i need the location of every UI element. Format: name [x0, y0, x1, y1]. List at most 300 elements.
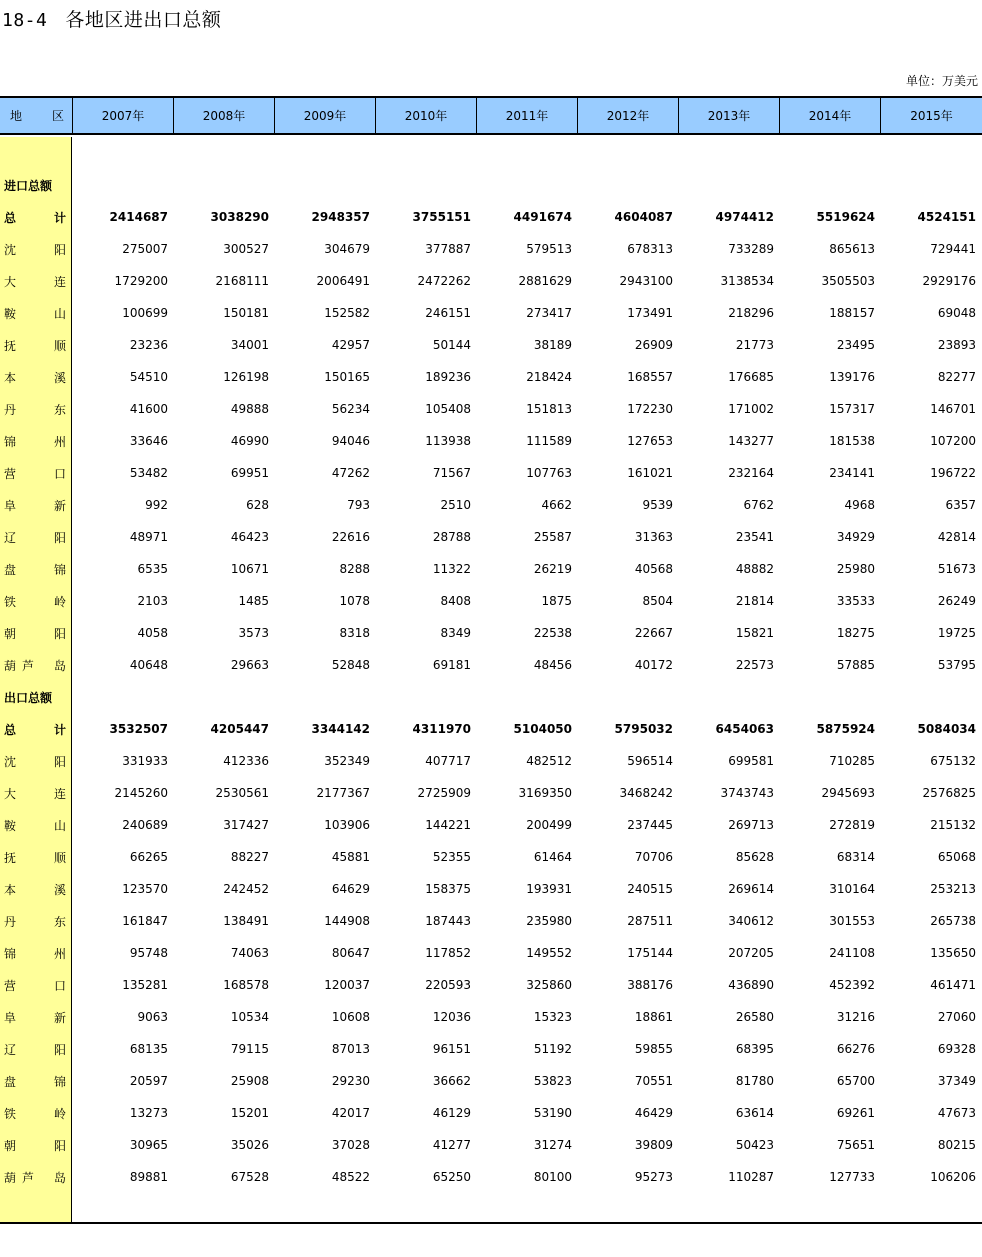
- value-cell: 300527: [223, 242, 269, 256]
- value-cell: 34929: [836, 530, 875, 544]
- region-name: [4, 1161, 66, 1193]
- value-cell: 10534: [230, 1010, 269, 1024]
- value-cell: 172230: [627, 402, 673, 416]
- region-name-part-2: 计: [53, 722, 66, 737]
- region-name-part-2: 州: [53, 434, 66, 449]
- value-cell: 8408: [440, 594, 471, 608]
- region-name: [4, 809, 66, 841]
- value-cell: 3138534: [720, 274, 774, 288]
- value-cell: 45881: [331, 850, 370, 864]
- region-name-part-2: 岛: [53, 658, 66, 673]
- value-cell: 70706: [634, 850, 673, 864]
- region-name-part-2: 顺: [53, 850, 66, 865]
- value-cell: 161847: [122, 914, 168, 928]
- value-cell: 218424: [526, 370, 572, 384]
- region-name-part-1: 葫芦: [4, 1170, 41, 1185]
- value-cell: 2006491: [316, 274, 370, 288]
- value-cell: 325860: [526, 978, 572, 992]
- value-cell: 273417: [526, 306, 572, 320]
- value-cell: 246151: [425, 306, 471, 320]
- table-row: [0, 617, 982, 649]
- value-cell: 149552: [526, 946, 572, 960]
- value-cell: 26909: [634, 338, 673, 352]
- region-name-part-2: 东: [53, 402, 66, 417]
- value-cell: 34001: [230, 338, 269, 352]
- value-cell: 46429: [634, 1106, 673, 1120]
- value-cell: 6357: [945, 498, 976, 512]
- value-cell: 3169350: [518, 786, 572, 800]
- value-cell: 8504: [642, 594, 673, 608]
- value-cell: 269713: [728, 818, 774, 832]
- region-name: [4, 521, 66, 553]
- region-name-part-1: 丹: [4, 402, 17, 417]
- region-name-part-2: 岭: [53, 1106, 66, 1121]
- value-cell: 3344142: [311, 722, 370, 736]
- value-cell: 41600: [129, 402, 168, 416]
- value-cell: 4205447: [210, 722, 269, 736]
- value-cell: 4974412: [715, 210, 774, 224]
- value-cell: 9539: [642, 498, 673, 512]
- value-cell: 377887: [425, 242, 471, 256]
- value-cell: 8288: [339, 562, 370, 576]
- region-name: [4, 457, 66, 489]
- value-cell: 234141: [829, 466, 875, 480]
- value-cell: 4491674: [513, 210, 572, 224]
- value-cell: 139176: [829, 370, 875, 384]
- import-section-row: [0, 169, 982, 201]
- region-name: [4, 1065, 66, 1097]
- region-name: [4, 329, 66, 361]
- value-cell: 26580: [735, 1010, 774, 1024]
- value-cell: 287511: [627, 914, 673, 928]
- value-cell: 51192: [533, 1042, 572, 1056]
- table-row: [0, 521, 982, 553]
- region-name-part-2: 岛: [53, 1170, 66, 1185]
- table-row: [0, 649, 982, 681]
- table-row: [0, 1033, 982, 1065]
- value-cell: 63614: [735, 1106, 774, 1120]
- value-cell: 272819: [829, 818, 875, 832]
- region-name: [4, 265, 66, 297]
- region-name-part-1: 阜: [4, 1010, 17, 1025]
- table-row: [0, 1001, 982, 1033]
- region-name-part-2: 山: [53, 306, 66, 321]
- page-title: [2, 5, 221, 32]
- value-cell: 105408: [425, 402, 471, 416]
- region-name-part-2: 溪: [53, 882, 66, 897]
- value-cell: 21814: [735, 594, 774, 608]
- value-cell: 168578: [223, 978, 269, 992]
- value-cell: 18861: [634, 1010, 673, 1024]
- value-cell: 2725909: [417, 786, 471, 800]
- value-cell: 710285: [829, 754, 875, 768]
- value-cell: 269614: [728, 882, 774, 896]
- table-row: [0, 1161, 982, 1193]
- value-cell: 265738: [930, 914, 976, 928]
- value-cell: 23893: [937, 338, 976, 352]
- value-cell: 127653: [627, 434, 673, 448]
- value-cell: 865613: [829, 242, 875, 256]
- export-section-title: 出口总额: [4, 690, 53, 705]
- value-cell: 317427: [223, 818, 269, 832]
- value-cell: 5104050: [513, 722, 572, 736]
- value-cell: 143277: [728, 434, 774, 448]
- value-cell: 48882: [735, 562, 774, 576]
- value-cell: 8349: [440, 626, 471, 640]
- region-name: [4, 489, 66, 521]
- region-name-part-1: 本: [4, 882, 17, 897]
- value-cell: 81780: [735, 1074, 774, 1088]
- value-cell: 22538: [533, 626, 572, 640]
- table-row: [0, 1065, 982, 1097]
- region-name-part-1: 辽: [4, 1042, 17, 1057]
- value-cell: 2943100: [619, 274, 673, 288]
- table-row: [0, 809, 982, 841]
- value-cell: 188157: [829, 306, 875, 320]
- value-cell: 992: [145, 498, 168, 512]
- value-cell: 65068: [937, 850, 976, 864]
- region-name: [4, 393, 66, 425]
- value-cell: 675132: [930, 754, 976, 768]
- region-name-part-2: 连: [53, 274, 66, 289]
- region-name-part-2: 顺: [53, 338, 66, 353]
- value-cell: 5795032: [614, 722, 673, 736]
- table-row: [0, 585, 982, 617]
- region-name-part-2: 锦: [53, 1074, 66, 1089]
- value-cell: 412336: [223, 754, 269, 768]
- value-cell: 33533: [836, 594, 875, 608]
- value-cell: 47673: [937, 1106, 976, 1120]
- value-cell: 42957: [331, 338, 370, 352]
- header-year: 2013年: [678, 98, 779, 133]
- table-row: [0, 457, 982, 489]
- value-cell: 88227: [230, 850, 269, 864]
- region-name-part-2: 阳: [53, 1138, 66, 1153]
- region-name: [4, 297, 66, 329]
- value-cell: 4058: [137, 626, 168, 640]
- value-cell: 196722: [930, 466, 976, 480]
- value-cell: 113938: [425, 434, 471, 448]
- region-name: [4, 553, 66, 585]
- value-cell: 2472262: [417, 274, 471, 288]
- value-cell: 67528: [230, 1170, 269, 1184]
- value-cell: 51673: [937, 562, 976, 576]
- region-name: [4, 937, 66, 969]
- value-cell: 68395: [735, 1042, 774, 1056]
- value-cell: 144221: [425, 818, 471, 832]
- value-cell: 22573: [735, 658, 774, 672]
- table-row: [0, 489, 982, 521]
- value-cell: 26249: [937, 594, 976, 608]
- value-cell: 96151: [432, 1042, 471, 1056]
- region-name-part-1: 锦: [4, 946, 17, 961]
- value-cell: 29230: [331, 1074, 370, 1088]
- value-cell: 47262: [331, 466, 370, 480]
- value-cell: 3468242: [619, 786, 673, 800]
- value-cell: 69328: [937, 1042, 976, 1056]
- value-cell: 2510: [440, 498, 471, 512]
- region-name-part-2: 口: [53, 466, 66, 481]
- value-cell: 110287: [728, 1170, 774, 1184]
- import-section-title: 进口总额: [4, 178, 53, 193]
- value-cell: 48456: [533, 658, 572, 672]
- value-cell: 215132: [930, 818, 976, 832]
- region-name: [4, 1001, 66, 1033]
- value-cell: 3743743: [720, 786, 774, 800]
- region-name-part-1: 辽: [4, 530, 17, 545]
- value-cell: 80647: [331, 946, 370, 960]
- value-cell: 8318: [339, 626, 370, 640]
- region-name-part-1: 丹: [4, 914, 17, 929]
- header-year: 2015年: [880, 98, 982, 133]
- value-cell: 150165: [324, 370, 370, 384]
- value-cell: 42017: [331, 1106, 370, 1120]
- region-name-part-2: 计: [53, 210, 66, 225]
- table-row: [0, 745, 982, 777]
- value-cell: 733289: [728, 242, 774, 256]
- region-name: [4, 1129, 66, 1161]
- value-cell: 6454063: [715, 722, 774, 736]
- value-cell: 461471: [930, 978, 976, 992]
- value-cell: 241108: [829, 946, 875, 960]
- region-name-part-1: 朝: [4, 1138, 17, 1153]
- value-cell: 95748: [129, 946, 168, 960]
- region-name-part-1: 营: [4, 978, 17, 993]
- value-cell: 31363: [634, 530, 673, 544]
- value-cell: 25980: [836, 562, 875, 576]
- region-name-part-1: 鞍: [4, 818, 17, 833]
- value-cell: 301553: [829, 914, 875, 928]
- value-cell: 2103: [137, 594, 168, 608]
- region-name: [4, 585, 66, 617]
- value-cell: 482512: [526, 754, 572, 768]
- value-cell: 21773: [735, 338, 774, 352]
- table-row: [0, 393, 982, 425]
- value-cell: 407717: [425, 754, 471, 768]
- region-name-part-1: 阜: [4, 498, 17, 513]
- value-cell: 46129: [432, 1106, 471, 1120]
- value-cell: 2945693: [821, 786, 875, 800]
- value-cell: 352349: [324, 754, 370, 768]
- value-cell: 173491: [627, 306, 673, 320]
- value-cell: 61464: [533, 850, 572, 864]
- value-cell: 5875924: [816, 722, 875, 736]
- region-name-part-2: 州: [53, 946, 66, 961]
- value-cell: 4604087: [614, 210, 673, 224]
- region-name-part-1: 大: [4, 274, 17, 289]
- value-cell: 48522: [331, 1170, 370, 1184]
- value-cell: 94046: [331, 434, 370, 448]
- value-cell: 187443: [425, 914, 471, 928]
- value-cell: 1078: [339, 594, 370, 608]
- value-cell: 135281: [122, 978, 168, 992]
- region-name: [4, 1033, 66, 1065]
- region-name: [4, 649, 66, 681]
- value-cell: 135650: [930, 946, 976, 960]
- region-name-part-2: 锦: [53, 562, 66, 577]
- value-cell: 207205: [728, 946, 774, 960]
- table-row: [0, 841, 982, 873]
- region-name-part-1: 总: [4, 722, 17, 737]
- value-cell: 40568: [634, 562, 673, 576]
- value-cell: 50144: [432, 338, 471, 352]
- value-cell: 340612: [728, 914, 774, 928]
- value-cell: 232164: [728, 466, 774, 480]
- unit-label: 单位：万美元: [905, 74, 978, 88]
- value-cell: 69261: [836, 1106, 875, 1120]
- value-cell: 69951: [230, 466, 269, 480]
- value-cell: 35026: [230, 1138, 269, 1152]
- value-cell: 2881629: [518, 274, 572, 288]
- value-cell: 3755151: [412, 210, 471, 224]
- value-cell: 4662: [541, 498, 572, 512]
- value-cell: 10671: [230, 562, 269, 576]
- value-cell: 31216: [836, 1010, 875, 1024]
- table-row: [0, 297, 982, 329]
- table-row: [0, 233, 982, 265]
- value-cell: 1729200: [114, 274, 168, 288]
- value-cell: 146701: [930, 402, 976, 416]
- value-cell: 87013: [331, 1042, 370, 1056]
- value-cell: 46990: [230, 434, 269, 448]
- region-name-part-2: 口: [53, 978, 66, 993]
- table-row: [0, 553, 982, 585]
- region-name: [4, 841, 66, 873]
- value-cell: 95273: [634, 1170, 673, 1184]
- value-cell: 65250: [432, 1170, 471, 1184]
- value-cell: 20597: [129, 1074, 168, 1088]
- table-row: [0, 713, 982, 745]
- value-cell: 65700: [836, 1074, 875, 1088]
- value-cell: 237445: [627, 818, 673, 832]
- table-row: [0, 329, 982, 361]
- value-cell: 30965: [129, 1138, 168, 1152]
- value-cell: 6762: [743, 498, 774, 512]
- value-cell: 66265: [129, 850, 168, 864]
- region-name-part-2: 溪: [53, 370, 66, 385]
- value-cell: 331933: [122, 754, 168, 768]
- region-name: [4, 713, 66, 745]
- region-name-part-2: 连: [53, 786, 66, 801]
- value-cell: 19725: [937, 626, 976, 640]
- value-cell: 168557: [627, 370, 673, 384]
- value-cell: 253213: [930, 882, 976, 896]
- table-row: [0, 201, 982, 233]
- header-year: 2014年: [779, 98, 880, 133]
- value-cell: 2530561: [215, 786, 269, 800]
- value-cell: 38189: [533, 338, 572, 352]
- value-cell: 37028: [331, 1138, 370, 1152]
- value-cell: 33646: [129, 434, 168, 448]
- value-cell: 452392: [829, 978, 875, 992]
- header-year: 2008年: [173, 98, 274, 133]
- value-cell: 107763: [526, 466, 572, 480]
- value-cell: 80100: [533, 1170, 572, 1184]
- region-name: [4, 873, 66, 905]
- header-region-char-1: 地: [10, 109, 23, 123]
- value-cell: 158375: [425, 882, 471, 896]
- value-cell: 3505503: [821, 274, 875, 288]
- value-cell: 388176: [627, 978, 673, 992]
- value-cell: 4524151: [917, 210, 976, 224]
- table-number: 18-4: [2, 10, 48, 31]
- region-name-part-1: 抚: [4, 338, 17, 353]
- value-cell: 699581: [728, 754, 774, 768]
- value-cell: 64629: [331, 882, 370, 896]
- value-cell: 56234: [331, 402, 370, 416]
- table-row: [0, 969, 982, 1001]
- value-cell: 144908: [324, 914, 370, 928]
- value-cell: 193931: [526, 882, 572, 896]
- header-region-char-2: 区: [51, 109, 64, 123]
- value-cell: 1485: [238, 594, 269, 608]
- value-cell: 2145260: [114, 786, 168, 800]
- value-cell: 117852: [425, 946, 471, 960]
- value-cell: 11322: [432, 562, 471, 576]
- region-name-part-1: 铁: [4, 594, 17, 609]
- value-cell: 596514: [627, 754, 673, 768]
- region-name: [4, 425, 66, 457]
- value-cell: 49888: [230, 402, 269, 416]
- header-year: 2007年: [72, 98, 173, 133]
- region-name: [4, 969, 66, 1001]
- value-cell: 68135: [129, 1042, 168, 1056]
- value-cell: 23236: [129, 338, 168, 352]
- value-cell: 37349: [937, 1074, 976, 1088]
- value-cell: 22667: [634, 626, 673, 640]
- value-cell: 6535: [137, 562, 168, 576]
- region-name-part-2: 东: [53, 914, 66, 929]
- value-cell: 218296: [728, 306, 774, 320]
- value-cell: 436890: [728, 978, 774, 992]
- header-year: 2012年: [577, 98, 678, 133]
- region-name-part-2: 阳: [53, 242, 66, 257]
- region-name-part-2: 阳: [53, 626, 66, 641]
- value-cell: 13273: [129, 1106, 168, 1120]
- table-row: [0, 777, 982, 809]
- value-cell: 2948357: [311, 210, 370, 224]
- value-cell: 53482: [129, 466, 168, 480]
- value-cell: 240689: [122, 818, 168, 832]
- value-cell: 89881: [129, 1170, 168, 1184]
- table-row: [0, 1097, 982, 1129]
- region-name-part-1: 沈: [4, 754, 17, 769]
- value-cell: 31274: [533, 1138, 572, 1152]
- value-cell: 59855: [634, 1042, 673, 1056]
- value-cell: 23541: [735, 530, 774, 544]
- region-name-part-2: 阳: [53, 1042, 66, 1057]
- value-cell: 310164: [829, 882, 875, 896]
- value-cell: 4968: [844, 498, 875, 512]
- value-cell: 41277: [432, 1138, 471, 1152]
- value-cell: 40648: [129, 658, 168, 672]
- region-name-part-1: 大: [4, 786, 17, 801]
- value-cell: 74063: [230, 946, 269, 960]
- value-cell: 235980: [526, 914, 572, 928]
- value-cell: 40172: [634, 658, 673, 672]
- value-cell: 48971: [129, 530, 168, 544]
- value-cell: 53190: [533, 1106, 572, 1120]
- value-cell: 5084034: [917, 722, 976, 736]
- value-cell: 120037: [324, 978, 370, 992]
- region-name-part-1: 营: [4, 466, 17, 481]
- table-row: [0, 937, 982, 969]
- table-row: [0, 873, 982, 905]
- value-cell: 39809: [634, 1138, 673, 1152]
- value-cell: 71567: [432, 466, 471, 480]
- value-cell: 70551: [634, 1074, 673, 1088]
- region-name-part-2: 阳: [53, 754, 66, 769]
